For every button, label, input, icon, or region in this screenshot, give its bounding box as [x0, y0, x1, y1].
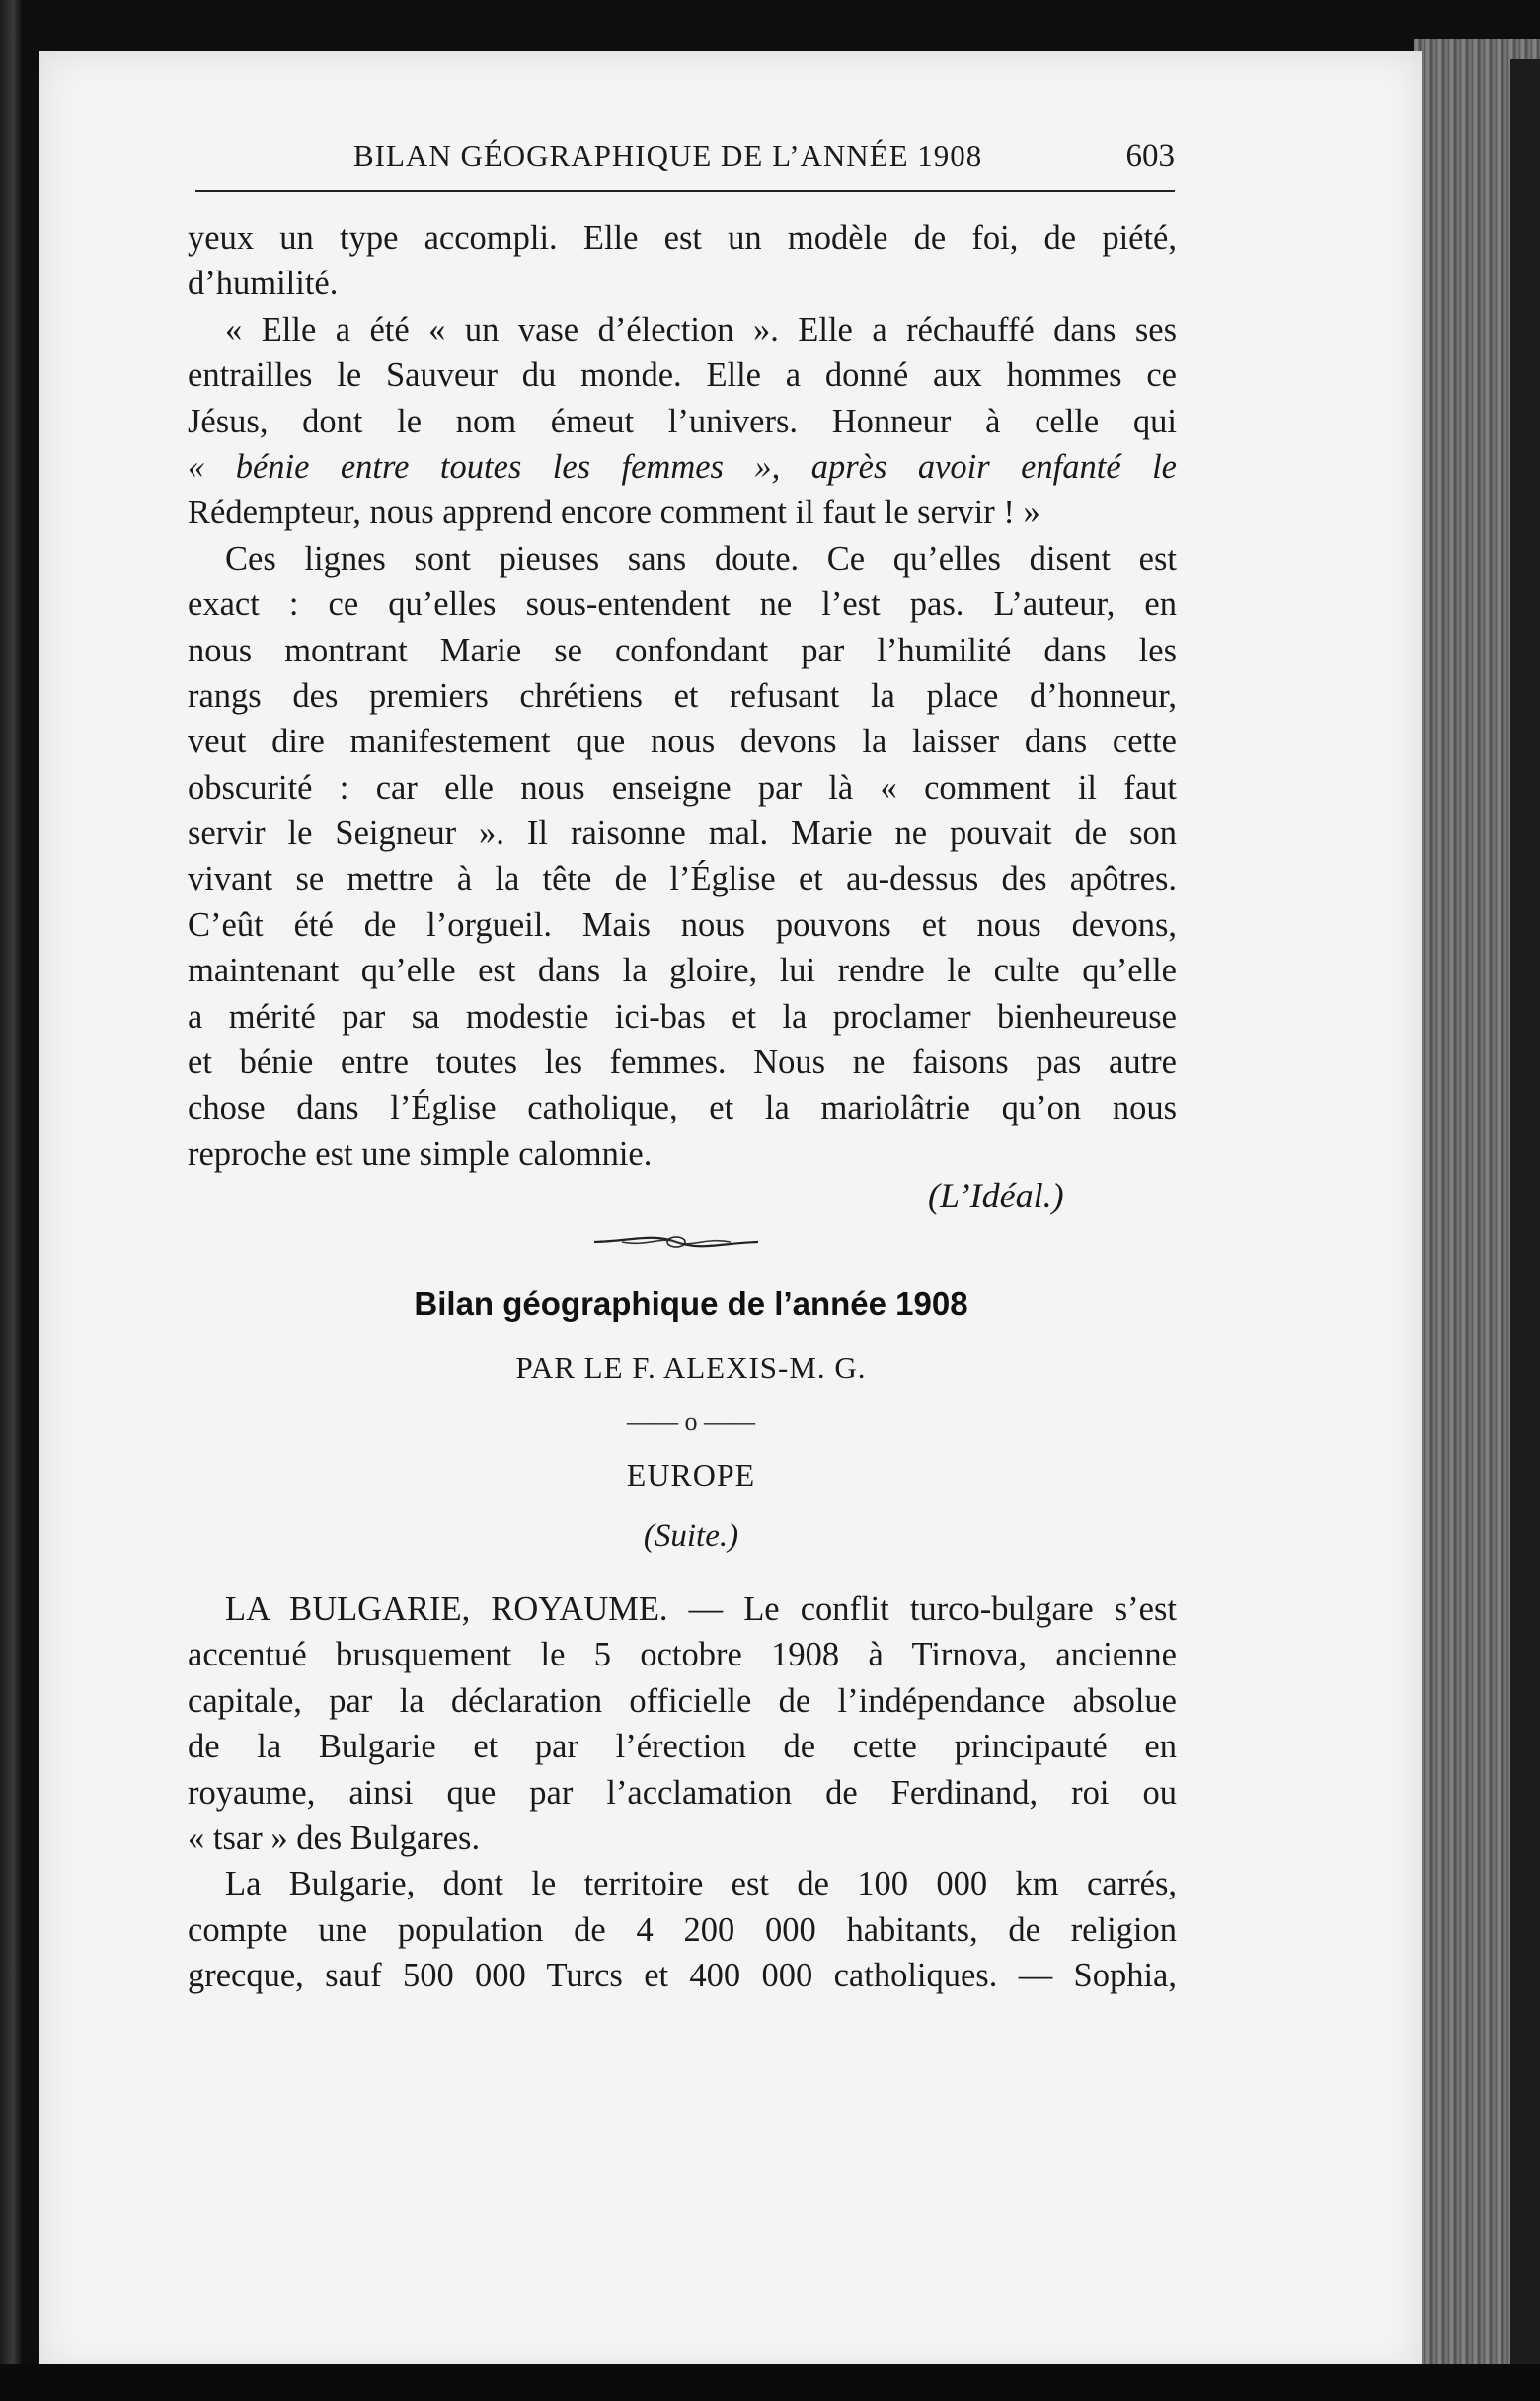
article-body — [188, 1587, 1177, 1999]
text-line: maintenant qu’elle est dans la gloire, lui rendre le culte qu’elle — [188, 952, 1177, 990]
section-separator: —— o —— — [627, 1407, 755, 1435]
section-subheading: (Suite.) — [643, 1518, 739, 1554]
text-line: royaume, ainsi que par l’acclamation de Ferdinand, roi ou — [188, 1773, 1177, 1812]
text-line: et bénie entre toutes les femmes. Nous ne faisons pas autre — [188, 1044, 1177, 1082]
text-line: vivant se mettre à la tête de l’Église et au-dessus des apôtres. — [188, 860, 1177, 898]
book-cover-edge — [1510, 59, 1540, 2389]
text-line: de la Bulgarie et par l’érection de cette principauté en — [188, 1728, 1177, 1766]
text-line: chose dans l’Église catholique, et la mariolâtrie qu’on nous — [188, 1089, 1177, 1127]
quotation-paragraphs — [188, 215, 1177, 1177]
text-line: Jésus, dont le nom émeut l’univers. Honneur à celle qui — [188, 402, 1177, 440]
text-line: yeux un type accompli. Elle est un modèle de foi, de piété, — [188, 219, 1177, 257]
article-title: Bilan géographique de l’année 1908 — [414, 1285, 968, 1322]
text-line: Ces lignes sont pieuses sans doute. Ce qu’elles disent est — [225, 539, 1177, 578]
text-line: « Elle a été « un vase d’élection ». Elle a réchauffé dans ses — [225, 310, 1177, 349]
text-line: LA BULGARIE, ROYAUME. — Le conflit turco-bulgare s’est — [225, 1590, 1177, 1628]
text-line: compte une population de 4 200 000 habitants, de religion — [188, 1910, 1177, 1949]
article-author: PAR LE F. ALEXIS-M. G. — [515, 1351, 867, 1385]
running-header — [195, 138, 1175, 192]
text-line: reproche est une simple calomnie. — [188, 1134, 653, 1173]
section-heading: EUROPE — [626, 1457, 756, 1493]
text-line: Rédempteur, nous apprend encore comment il faut le servir ! » — [188, 494, 1040, 532]
text-line: La Bulgarie, dont le territoire est de 100 000 km carrés, — [225, 1865, 1177, 1903]
text-line: d’humilité. — [188, 265, 339, 303]
text-line: C’eût été de l’orgueil. Mais nous pouvons et nous devons, — [188, 905, 1177, 944]
page-bottom-shadow — [0, 2364, 1540, 2401]
page-number: 603 — [1125, 138, 1175, 174]
source-attribution: (L’Idéal.) — [928, 1176, 1064, 1215]
text-line: nous montrant Marie se confondant par l’humilité dans les — [188, 631, 1177, 669]
text-line: exact : ce qu’elles sous-entendent ne l’est pas. L’auteur, en — [188, 585, 1177, 624]
text-line: entrailles le Sauveur du monde. Elle a donné aux hommes ce — [188, 356, 1177, 395]
text-line: accentué brusquement le 5 octobre 1908 à Tirnova, ancienne — [188, 1636, 1177, 1674]
running-header-title: BILAN GÉOGRAPHIQUE DE L’ANNÉE 1908 — [353, 138, 983, 173]
text-line: a mérité par sa modestie ici-bas et la proclamer bienheureuse — [188, 997, 1177, 1036]
text-line: grecque, sauf 500 000 Turcs et 400 000 catholiques. — Sophia, — [188, 1957, 1177, 1995]
text-line: servir le Seigneur ». Il raisonne mal. Marie ne pouvait de son — [188, 814, 1177, 853]
book-binding-left — [0, 0, 22, 2401]
text-line: obscurité : car elle nous enseigne par là « comment il faut — [188, 768, 1177, 807]
text-line: veut dire manifestement que nous devons la laisser dans cette — [188, 723, 1177, 761]
text-line: « bénie entre toutes les femmes », après avoir enfanté le — [188, 447, 1177, 486]
text-line: « tsar » des Bulgares. — [188, 1819, 481, 1857]
text-line: capitale, par la déclaration officielle de l’indépendance absolue — [188, 1681, 1177, 1720]
text-line: rangs des premiers chrétiens et refusant la place d’honneur, — [188, 676, 1177, 715]
ornamental-divider — [592, 1229, 760, 1255]
